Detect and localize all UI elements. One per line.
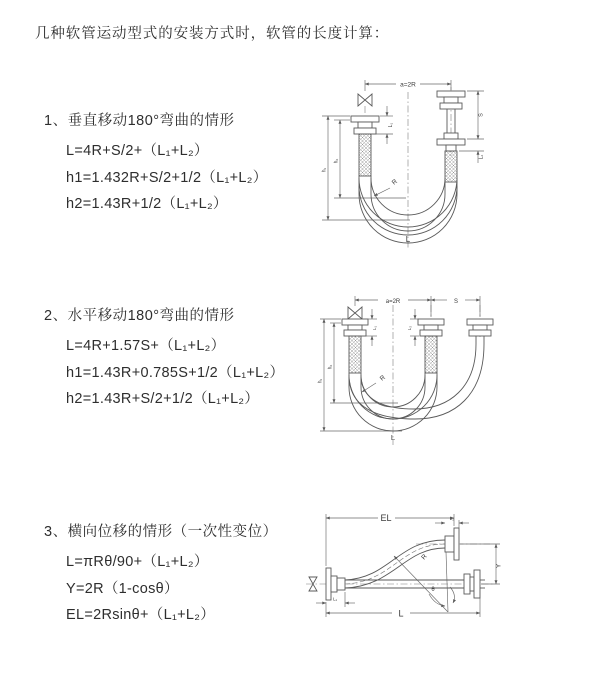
middle-braided-hose (425, 336, 437, 373)
dim-label-l2: L₂ (478, 154, 485, 160)
pipe-fittings (342, 319, 493, 336)
dim-label-h2: h₂ (333, 158, 340, 164)
dim-label-s: S (478, 113, 485, 117)
dimension-lines (317, 296, 480, 431)
section-2 (44, 304, 284, 413)
valve-icon (348, 307, 362, 319)
formula-line: h2=1.43R+1/2（L₁+L₂） (66, 196, 228, 212)
length-label: L (405, 235, 411, 244)
section-heading: 3、横向位移的情形（一次性变位） (44, 524, 278, 540)
formula-line: L=4R+S/2+（L₁+L₂） (66, 143, 209, 159)
centerlines (365, 87, 451, 248)
dim-label-el: EL (380, 512, 392, 523)
dim-label-h1: h₁ (321, 167, 328, 173)
radius-label: R (378, 374, 387, 383)
section-heading: 1、垂直移动180°弯曲的情形 (44, 113, 235, 129)
section-heading: 2、水平移动180°弯曲的情形 (44, 308, 235, 324)
section-1 (44, 109, 268, 218)
left-braided-hose (359, 134, 371, 176)
dim-label-l1: L₁ (332, 596, 338, 602)
formula-line: h2=1.43R+S/2+1/2（L₁+L₂） (66, 391, 260, 407)
dim-label-y: Y (495, 563, 503, 569)
dim-label-l1: L₁ (388, 122, 394, 128)
radius-label: R (420, 553, 429, 562)
upper-flange-fitting (445, 528, 459, 560)
dim-label-l2: L₂ (449, 516, 455, 521)
left-pipe-fitting (351, 116, 379, 134)
right-braided-hose (445, 151, 457, 182)
formula-line: h1=1.432R+S/2+1/2（L₁+L₂） (66, 169, 268, 186)
formula-line: h1=1.43R+0.785S+1/2（L₁+L₂） (66, 364, 285, 381)
hose-bends (349, 336, 484, 431)
diagram-vertical-180-bend (310, 64, 522, 254)
angle-label-theta: θ (431, 587, 435, 593)
dimension-lines (322, 80, 484, 220)
radius-label: R (390, 178, 399, 187)
dim-label-h2: h₂ (327, 364, 334, 370)
right-flange-fitting (464, 570, 480, 598)
dim-label-a2r: a=2R (400, 81, 416, 89)
dimension-lines (316, 514, 500, 617)
diagram-lateral-displacement (298, 496, 513, 638)
formula-line: Y=2R（1-cosθ） (66, 580, 179, 597)
page-title: 几种软管运动型式的安装方式时，软管的长度计算： (35, 26, 390, 42)
length-label: L (398, 608, 404, 619)
diagram-horizontal-180-bend (310, 281, 522, 453)
left-braided-hose (349, 336, 361, 373)
dim-label-a2r: a=2R (385, 298, 401, 305)
dim-label-s: S (453, 298, 459, 305)
dim-label-h1: h₁ (317, 378, 324, 384)
length-label: L (390, 433, 396, 442)
dim-label-l2: L₂ (407, 325, 412, 331)
left-flange-fitting (326, 568, 345, 600)
formula-line: L=πRθ/90+（L₁+L₂） (66, 554, 209, 570)
section-3 (44, 520, 278, 629)
valve-icon (358, 94, 372, 106)
formula-line: L=4R+1.57S+（L₁+L₂） (66, 338, 226, 354)
dim-label-l1: L₁ (372, 325, 377, 331)
formula-line: EL=2Rsinθ+（L₁+L₂） (66, 607, 216, 623)
